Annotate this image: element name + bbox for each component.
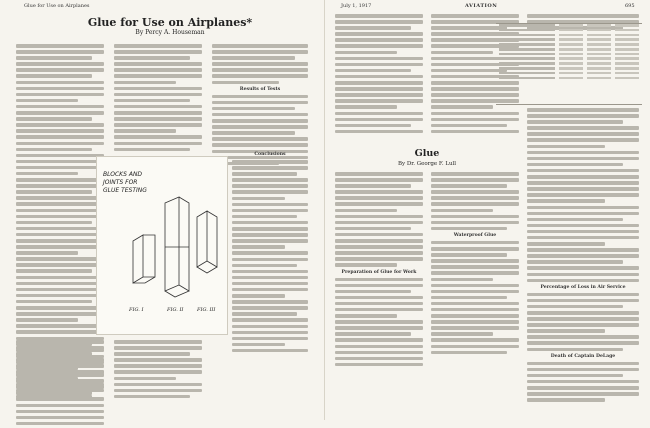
glue-article-byline: By Dr. George F. Lull [397, 161, 457, 167]
glue-column-2 [431, 172, 519, 357]
left-page [0, 0, 325, 420]
death-delage-subhead: Death of Captain DeLage [550, 353, 616, 359]
test-results-table [496, 23, 642, 105]
left-column-2-tail [114, 340, 202, 401]
issue-date: July 1, 1917 [341, 3, 372, 9]
preparation-subhead: Preparation of Glue for Work [341, 269, 417, 275]
right-column-1 [335, 14, 423, 136]
left-column-2 [114, 44, 202, 154]
right-page [325, 0, 650, 420]
waterproof-subhead: Waterproof Glue [453, 232, 497, 238]
conclusions-subhead: Conclusions [254, 152, 286, 157]
glue-column-1 [335, 172, 423, 369]
page-number: 695 [625, 3, 635, 9]
article-title: Glue for Use on Airplanes* [87, 16, 253, 29]
right-column-3 [527, 108, 639, 404]
glue-article-title: Glue [414, 148, 440, 159]
results-subhead: Results of Tests [239, 86, 281, 92]
left-running-head: Glue for Use on Airplanes [24, 3, 90, 9]
fig-3-label: FIG. III [197, 307, 216, 313]
glue-testing-figure [96, 156, 228, 335]
figure-handwritten-note: BLOCKS AND JOINTS FOR GLUE TESTING [103, 171, 147, 194]
left-column-3-tail [232, 150, 308, 355]
article-byline: By Percy A. Houseman [135, 29, 205, 36]
left-column-1-tail [16, 340, 104, 401]
fig-2-label: FIG. II [167, 307, 184, 313]
percentage-loss-subhead: Percentage of Loss in Air Service [540, 284, 626, 290]
fig-1-label: FIG. I [129, 307, 144, 313]
journal-name: AVIATION [465, 3, 498, 9]
